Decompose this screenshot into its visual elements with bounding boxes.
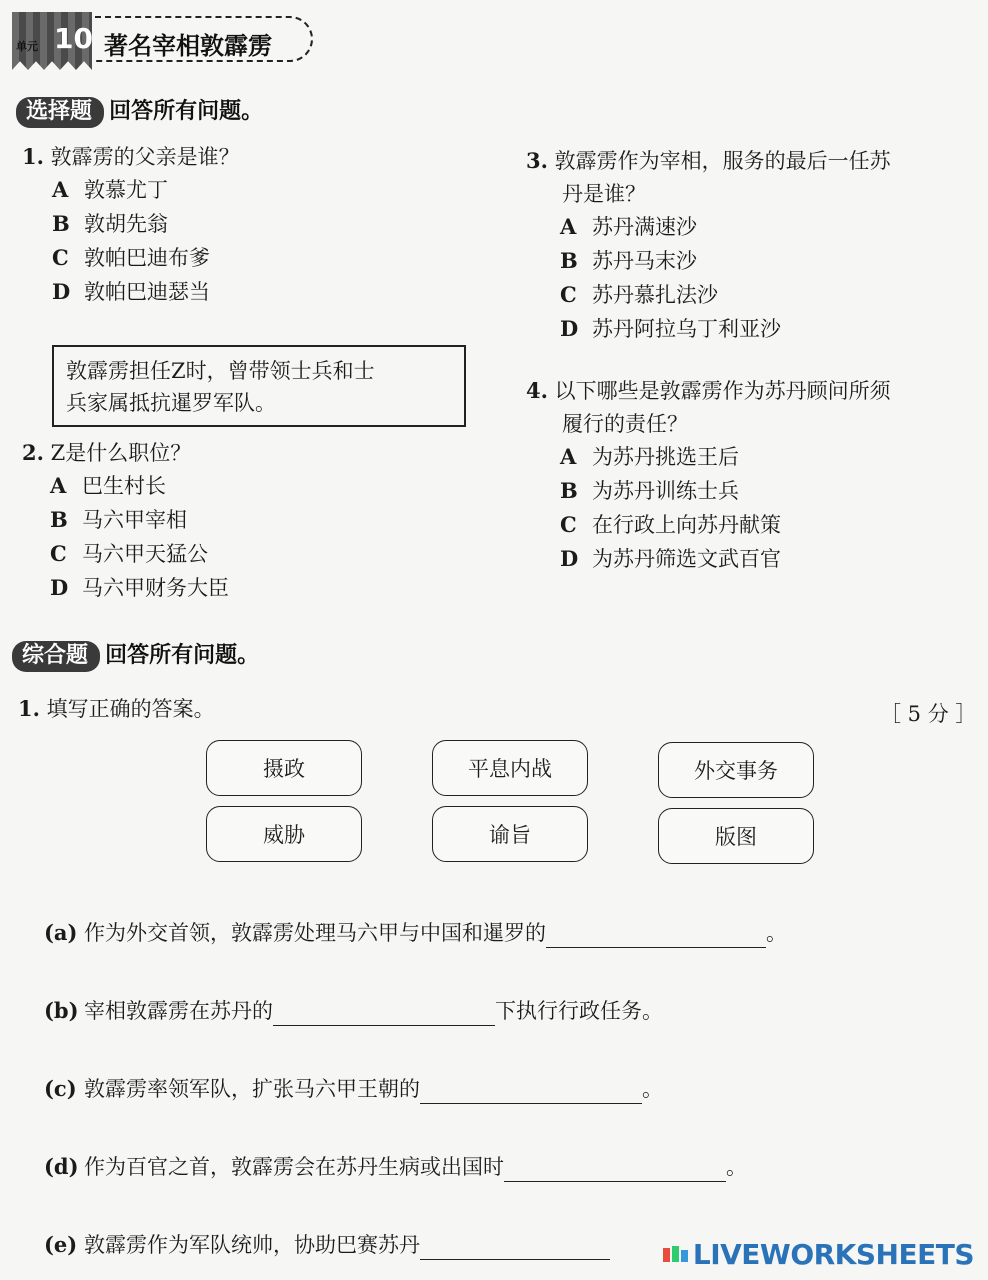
mcq-tag: 选择题 (16, 97, 104, 128)
fill-item-a (44, 918, 787, 948)
word-bank-item[interactable]: 平息内战 (432, 740, 588, 796)
worksheet-icon (663, 1244, 689, 1266)
item-label: (e) (44, 1232, 78, 1257)
question-3 (526, 144, 891, 211)
option-d[interactable]: D 马六甲财务大臣 (50, 575, 229, 600)
item-text-after: 。 (766, 921, 787, 945)
question-number: 1. (22, 144, 44, 169)
context-box (52, 345, 466, 427)
item-text-before: 敦霹雳率领军队，扩张马六甲王朝的 (84, 1077, 420, 1101)
question-2-options (50, 469, 229, 605)
comp-section-header (12, 638, 259, 669)
question-1 (22, 140, 240, 174)
question-4 (526, 374, 891, 441)
question-stem: Z是什么职位？ (50, 441, 192, 465)
item-text-after: 。 (642, 1077, 663, 1101)
question-stem-line-2: 履行的责任？ (562, 412, 688, 436)
option-b[interactable]: B 为苏丹训练士兵 (560, 478, 739, 503)
item-label: (a) (44, 920, 78, 945)
item-text-before: 敦霹雳作为军队统帅，协助巴赛苏丹 (84, 1233, 420, 1257)
question-text: 填写正确的答案。 (46, 697, 215, 721)
fill-item-b (44, 996, 663, 1026)
item-label: (d) (44, 1154, 79, 1179)
question-stem-line-1: 以下哪些是敦霹雳作为苏丹顾问所须 (554, 379, 891, 403)
option-a[interactable]: A 敦慕尤丁 (52, 177, 168, 202)
option-a[interactable]: A 苏丹满速沙 (560, 214, 697, 239)
unit-number: 10 (54, 22, 93, 55)
option-b[interactable]: B 苏丹马末沙 (560, 248, 697, 273)
watermark-text: LIVEWORKSHEETS (692, 1238, 974, 1271)
mcq-instruction: 回答所有问题。 (109, 99, 264, 124)
option-c[interactable]: C 敦帕巴迪布爹 (52, 245, 210, 270)
option-c[interactable]: C 马六甲天猛公 (50, 541, 208, 566)
comp-question-1 (18, 692, 215, 726)
question-stem-line-2: 丹是谁？ (562, 182, 646, 206)
context-line-1: 敦霹雳担任Z时，曾带领士兵和士 (66, 359, 375, 383)
fill-item-e (44, 1230, 610, 1260)
option-d[interactable]: D 苏丹阿拉乌丁利亚沙 (560, 316, 781, 341)
item-text-after: 下执行行政任务。 (495, 999, 663, 1023)
item-label: (c) (44, 1076, 77, 1101)
option-c[interactable]: C 在行政上向苏丹献策 (560, 512, 781, 537)
word-bank-item[interactable]: 版图 (658, 808, 814, 864)
comp-instruction: 回答所有问题。 (105, 643, 260, 668)
unit-title: 著名宰相敦霹雳 (104, 32, 272, 60)
option-b[interactable]: B 敦胡先翁 (52, 211, 168, 236)
answer-blank[interactable] (273, 999, 495, 1026)
word-bank-item[interactable]: 外交事务 (658, 742, 814, 798)
item-text-after: 。 (726, 1155, 747, 1179)
answer-blank[interactable] (420, 1233, 610, 1260)
item-text-before: 宰相敦霹雳在苏丹的 (84, 999, 273, 1023)
comp-tag: 综合题 (12, 641, 100, 672)
fill-item-c (44, 1074, 663, 1104)
fill-item-d (44, 1152, 747, 1182)
answer-blank[interactable] (420, 1077, 642, 1104)
question-stem-line-1: 敦霹雳作为宰相，服务的最后一任苏 (554, 149, 891, 173)
option-d[interactable]: D 为苏丹筛选文武百官 (560, 546, 781, 571)
question-2 (22, 436, 191, 470)
option-c[interactable]: C 苏丹慕扎法沙 (560, 282, 718, 307)
word-bank-item[interactable]: 谕旨 (432, 806, 588, 862)
context-line-2: 兵家属抵抗暹罗军队。 (66, 391, 276, 415)
question-number: 4. (526, 378, 548, 403)
question-number: 1. (18, 696, 40, 721)
item-label: (b) (44, 998, 79, 1023)
unit-label: 单元 (16, 40, 38, 53)
item-text-before: 作为外交首领，敦霹雳处理马六甲与中国和暹罗的 (84, 921, 546, 945)
question-3-options (560, 210, 781, 346)
option-d[interactable]: D 敦帕巴迪瑟当 (52, 279, 210, 304)
word-bank-item[interactable]: 威胁 (206, 806, 362, 862)
question-4-options (560, 440, 781, 576)
answer-blank[interactable] (546, 921, 766, 948)
word-bank-item[interactable]: 摄政 (206, 740, 362, 796)
liveworksheets-logo (663, 1238, 974, 1271)
item-text-before: 作为百官之首，敦霹雳会在苏丹生病或出国时 (84, 1155, 504, 1179)
marks-label: ［ 5 分 ］ (880, 702, 977, 726)
question-stem: 敦霹雳的父亲是谁？ (50, 145, 240, 169)
option-a[interactable]: A 为苏丹挑选王后 (560, 444, 739, 469)
question-number: 3. (526, 148, 548, 173)
question-number: 2. (22, 440, 44, 465)
mcq-section-header (16, 94, 263, 125)
option-a[interactable]: A 巴生村长 (50, 473, 166, 498)
option-b[interactable]: B 马六甲宰相 (50, 507, 187, 532)
answer-blank[interactable] (504, 1155, 726, 1182)
question-1-options (52, 173, 210, 309)
